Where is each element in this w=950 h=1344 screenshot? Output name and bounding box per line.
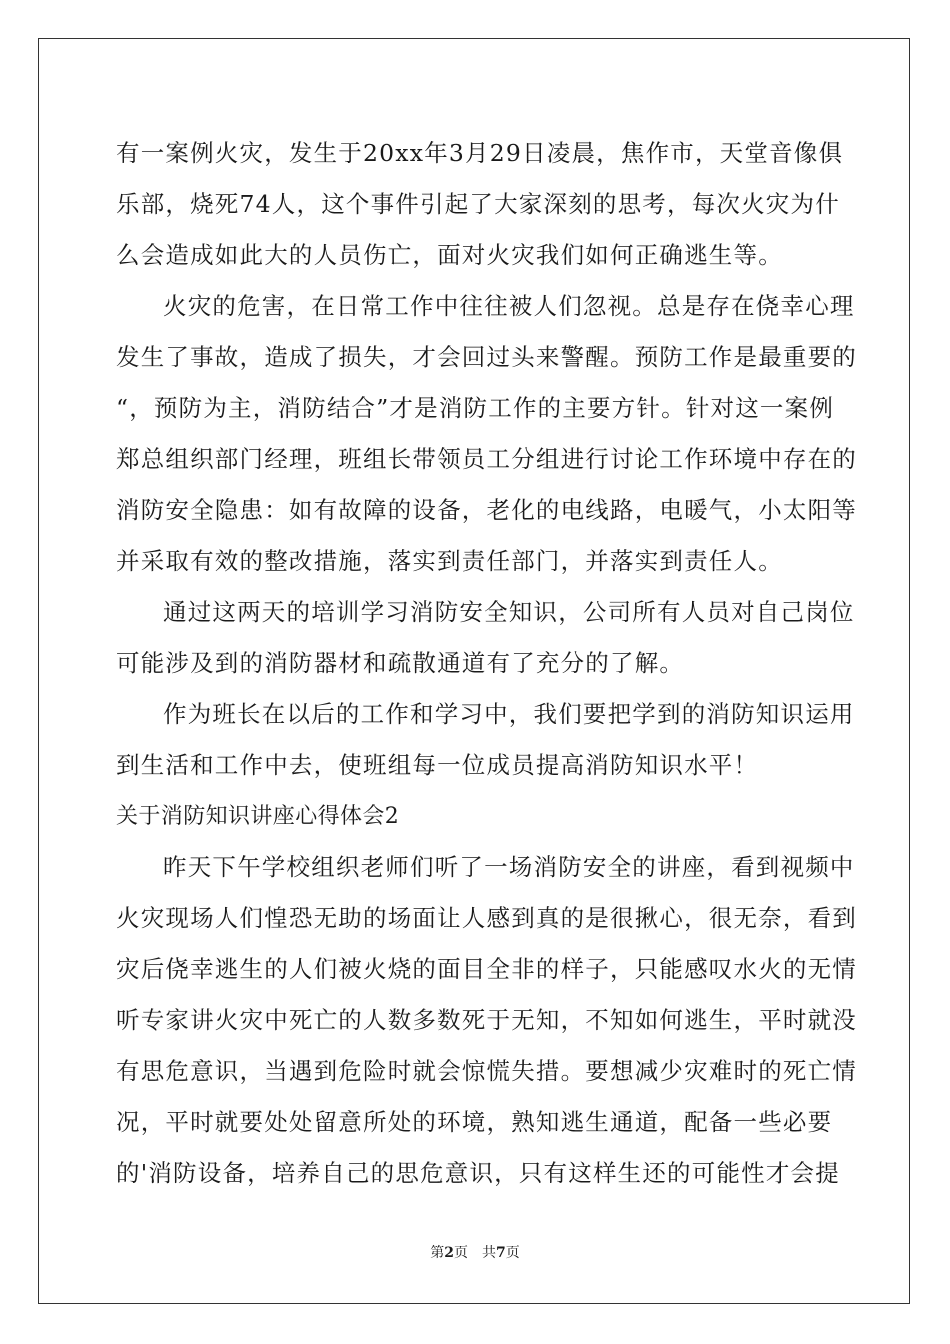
text-line: 有一案例火灾，发生于20xx年3月29日凌晨，焦作市，天堂音像俱	[116, 139, 844, 167]
text-line: 并采取有效的整改措施，落实到责任部门，并落实到责任人。	[116, 547, 783, 575]
text-line: 消防安全隐患：如有故障的设备，老化的电线路，电暖气，小太阳等	[116, 496, 857, 524]
text-line: 乐部，烧死74人，这个事件引起了大家深刻的思考，每次火灾为什	[116, 190, 840, 218]
page-suffix: 页	[454, 1245, 468, 1261]
document-body	[116, 128, 857, 1199]
total-suffix: 页	[505, 1245, 520, 1261]
section-heading: 关于消防知识讲座心得体会2	[116, 804, 400, 829]
text-line: “，预防为主，消防结合”才是消防工作的主要方针。针对这一案例	[116, 394, 835, 422]
text-line: 况，平时就要处处留意所处的环境，熟知逃生通道，配备一些必要	[116, 1108, 833, 1136]
text-line: 灾后侥幸逃生的人们被火烧的面目全非的样子，只能感叹水火的无情	[116, 955, 857, 983]
page-prefix: 第	[430, 1245, 445, 1261]
text-line: 么会造成如此大的人员伤亡，面对火灾我们如何正确逃生等。	[116, 241, 783, 269]
total-pages: 7	[496, 1245, 506, 1261]
text-line: 火灾现场人们惶恐无助的场面让人感到真的是很揪心，很无奈，看到	[116, 904, 857, 932]
page-number: 2	[444, 1245, 454, 1261]
text-line: 作为班长在以后的工作和学习中，我们要把学到的消防知识运用	[163, 700, 855, 728]
text-line: 到生活和工作中去，使班组每一位成员提高消防知识水平！	[116, 751, 759, 779]
total-prefix: 共	[482, 1245, 496, 1261]
text-line: 昨天下午学校组织老师们听了一场消防安全的讲座，看到视频中	[163, 853, 855, 881]
text-line: 发生了事故，造成了损失，才会回过头来警醒。预防工作是最重要的	[116, 343, 857, 371]
page-footer	[0, 1243, 950, 1263]
text-line: 火灾的危害，在日常工作中往往被人们忽视。总是存在侥幸心理	[163, 292, 855, 320]
text-line: 可能涉及到的消防器材和疏散通道有了充分的了解。	[116, 649, 685, 677]
text-line: 郑总组织部门经理，班组长带领员工分组进行讨论工作环境中存在的	[116, 445, 857, 473]
text-line: 的'消防设备，培养自己的思危意识，只有这样生还的可能性才会提	[116, 1159, 840, 1187]
text-line: 有思危意识，当遇到危险时就会惊慌失措。要想减少灾难时的死亡情	[116, 1057, 857, 1085]
text-line: 通过这两天的培训学习消防安全知识，公司所有人员对自己岗位	[163, 598, 855, 626]
text-line: 听专家讲火灾中死亡的人数多数死于无知，不知如何逃生，平时就没	[116, 1006, 857, 1034]
